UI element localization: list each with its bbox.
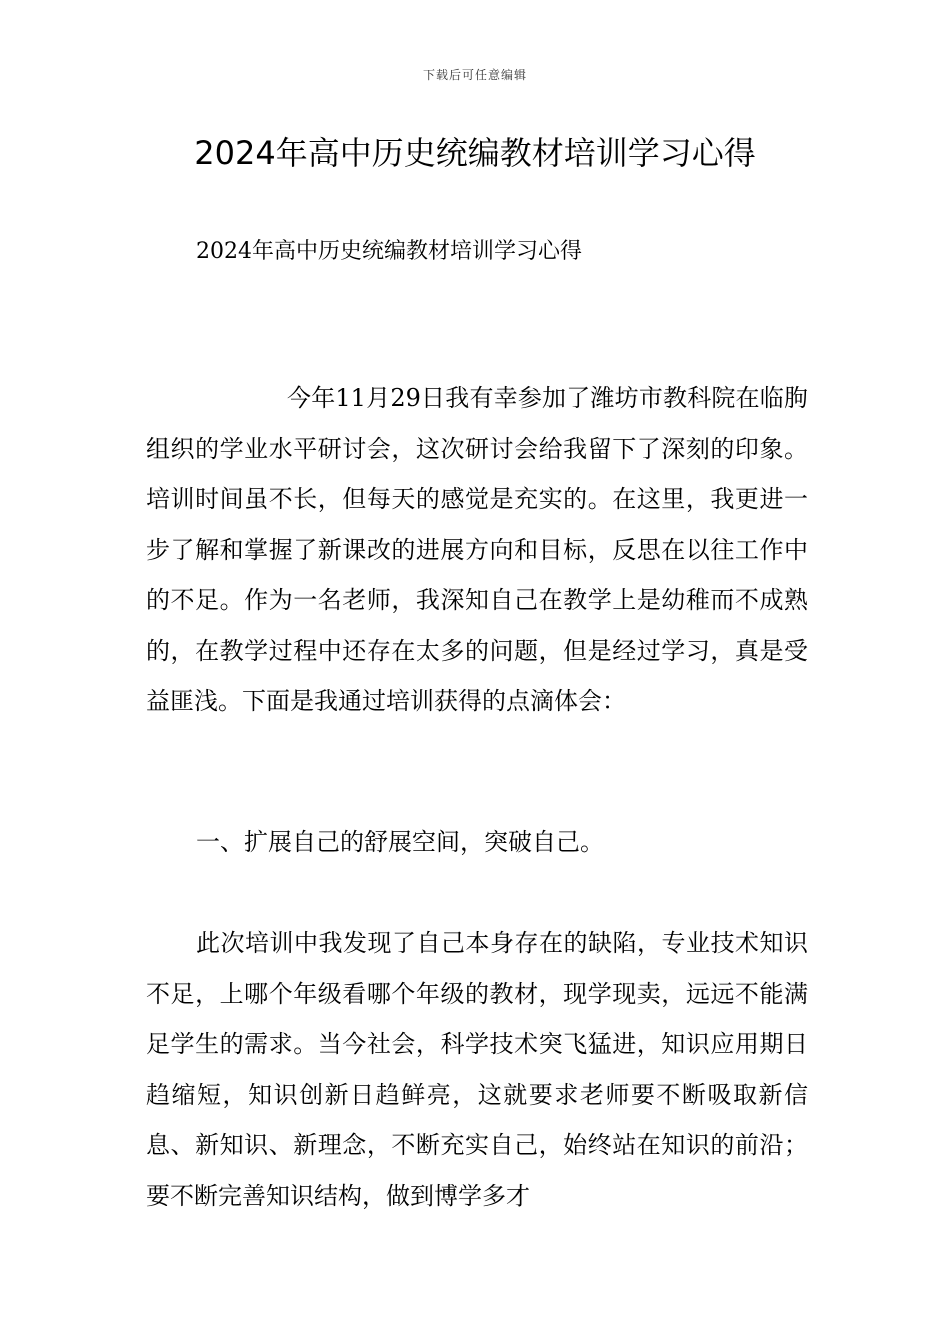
section-heading: 一、扩展自己的舒展空间，突破自己。 [196,828,604,856]
header-note: 下载后可任意编辑 [422,68,527,82]
document-subtitle: 2024年高中历史统编教材培训学习心得 [196,239,582,264]
paragraph-section-1: 此次培训中我发现了自己本身存在的缺陷，专业技术知识不足，上哪个年级看哪个年级的教材，现学现卖，远远不能满足学生的需求。当今社会，科学技术突飞猛进，知识应用期日趋缩短，知识创新日趋鲜亮，这就要求老师要不断吸取新信息、新知识、新理念，不断充实自己，始终站在知识的前沿；要不断完善知识结构，做到博学多才 [146,929,808,1210]
document-title: 2024年高中历史统编教材培训学习心得 [194,134,756,172]
paragraph-intro: 今年11月29日我有幸参加了潍坊市教科院在临朐组织的学业水平研讨会，这次研讨会给我留下了深刻的印象。培训时间虽不长，但每天的感觉是充实的。在这里，我更进一步了解和掌握了新课改的进展方向和目标，反思在以往工作中的不足。作为一名老师，我深知自己在教学上是幼稚而不成熟的，在教学过程中还存在太多的问题，但是经过学习，真是受益匪浅。下面是我通过培训获得的点滴体会： [146,384,808,715]
